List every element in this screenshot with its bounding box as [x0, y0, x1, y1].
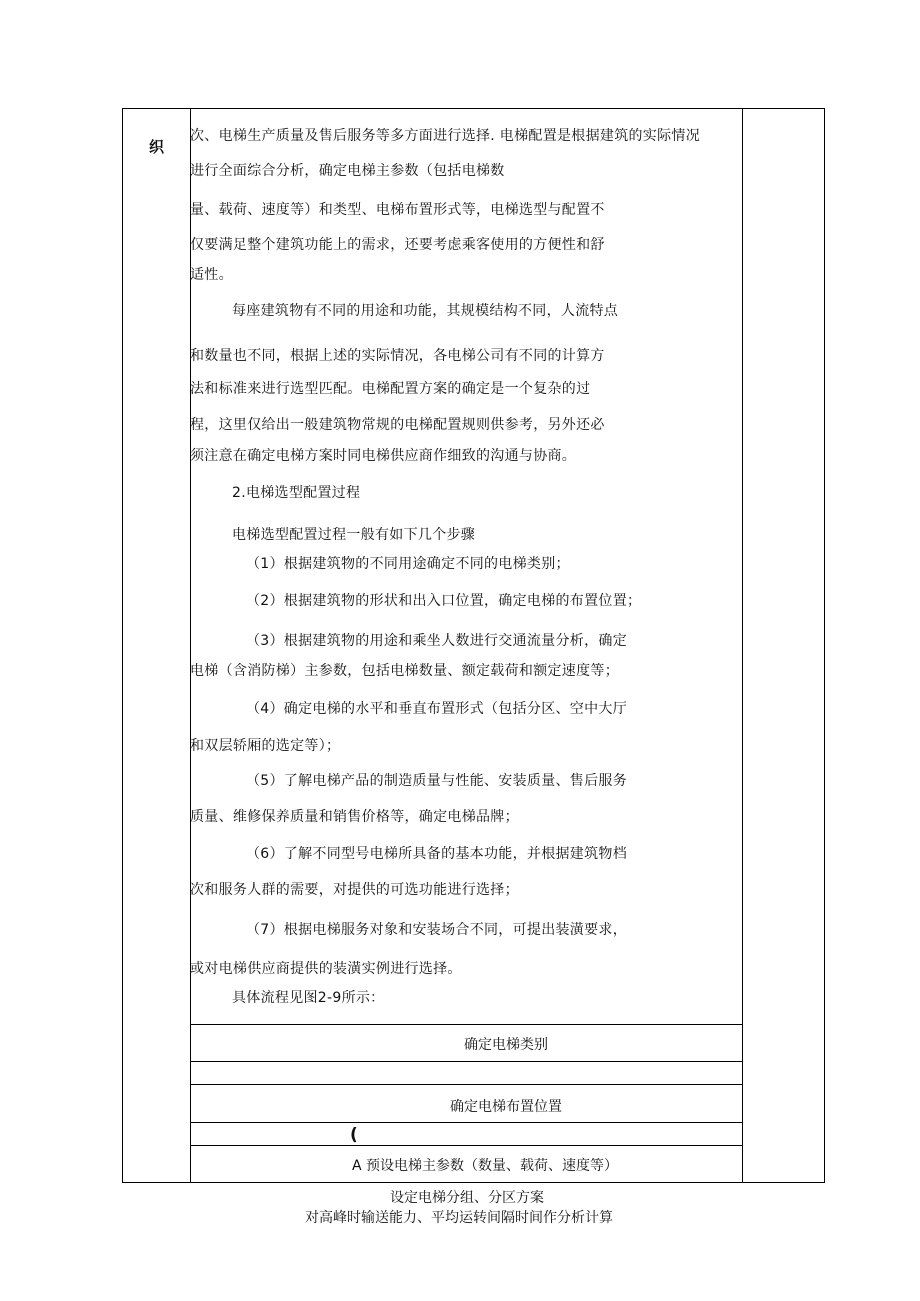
column-divider-right — [742, 108, 743, 1183]
step-item: （4）确定电梯的水平和垂直布置形式（包括分区、空中大厅 — [246, 701, 628, 717]
side-label: 织 — [149, 138, 165, 156]
step-item-cont: 次和服务人群的需要，对提供的可选功能进行选择； — [190, 882, 519, 898]
paragraph-line: 法和标准来进行选型匹配。电梯配置方案的确定是一个复杂的过 — [190, 381, 591, 397]
flow-step-5: 对高峰时输送能力、平均运转间隔时间作分析计算 — [305, 1210, 613, 1226]
section-heading: 2.电梯选型配置过程 — [232, 485, 361, 501]
flow-step-4: 设定电梯分组、分区方案 — [390, 1190, 544, 1206]
flow-divider — [190, 1061, 742, 1062]
step-item: （2）根据建筑物的形状和出入口位置，确定电梯的布置位置； — [246, 593, 642, 609]
step-item-cont: 电梯（含消防梯）主参数，包括电梯数量、额定载荷和额定速度等； — [190, 663, 619, 679]
flow-divider — [190, 1024, 742, 1025]
paragraph-line: 适性。 — [190, 267, 233, 283]
paragraph-line: 须注意在确定电梯方案时同电梯供应商作细致的沟通与协商。 — [190, 448, 577, 464]
step-item-cont: 和双层轿厢的选定等）； — [190, 738, 341, 754]
flow-step-3: A 预设电梯主参数（数量、载荷、速度等） — [352, 1158, 619, 1174]
flow-divider — [190, 1145, 742, 1146]
step-item: （1）根据建筑物的不同用途确定不同的电梯类别； — [246, 556, 570, 572]
paragraph-line: 和数量也不同，根据上述的实际情况，各电梯公司有不同的计算方 — [190, 348, 605, 364]
step-item: （5）了解电梯产品的制造质量与性能、安装质量、售后服务 — [246, 773, 628, 789]
flow-divider — [190, 1122, 742, 1123]
flow-step-1: 确定电梯类别 — [464, 1037, 548, 1053]
paragraph-line: 仅要满足整个建筑功能上的需求，还要考虑乘客使用的方便性和舒 — [190, 237, 605, 253]
paragraph-line: 次、电梯生产质量及售后服务等多方面进行选择. 电梯配置是根据建筑的实际情况 — [190, 128, 700, 144]
paragraph-line: 量、载荷、速度等）和类型、电梯布置形式等，电梯选型与配置不 — [190, 202, 605, 218]
flow-paren: ( — [350, 1125, 358, 1145]
paragraph-line: 程，这里仅给出一般建筑物常规的电梯配置规则供参考，另外还必 — [190, 417, 605, 433]
step-item: （7）根据电梯服务对象和安装场合不同，可提出装潢要求， — [246, 922, 628, 938]
step-item: （6）了解不同型号电梯所具备的基本功能，并根据建筑物档 — [246, 846, 628, 862]
paragraph-line: 进行全面综合分析，确定电梯主参数（包括电梯数 — [190, 163, 505, 179]
flow-step-2: 确定电梯布置位置 — [450, 1099, 562, 1115]
flow-divider — [190, 1084, 742, 1085]
paragraph-line: 每座建筑物有不同的用途和功能，其规模结构不同，人流特点 — [232, 303, 619, 319]
paragraph-line: 电梯选型配置过程一般有如下几个步骤 — [232, 527, 476, 543]
step-item: （3）根据建筑物的用途和乘坐人数进行交通流量分析，确定 — [246, 633, 628, 649]
step-item-cont: 质量、维修保养质量和销售价格等，确定电梯品牌； — [190, 809, 519, 825]
paragraph-line: 具体流程见图2-9所示： — [232, 990, 385, 1006]
step-item-cont: 或对电梯供应商提供的装潢实例进行选择。 — [190, 961, 462, 977]
